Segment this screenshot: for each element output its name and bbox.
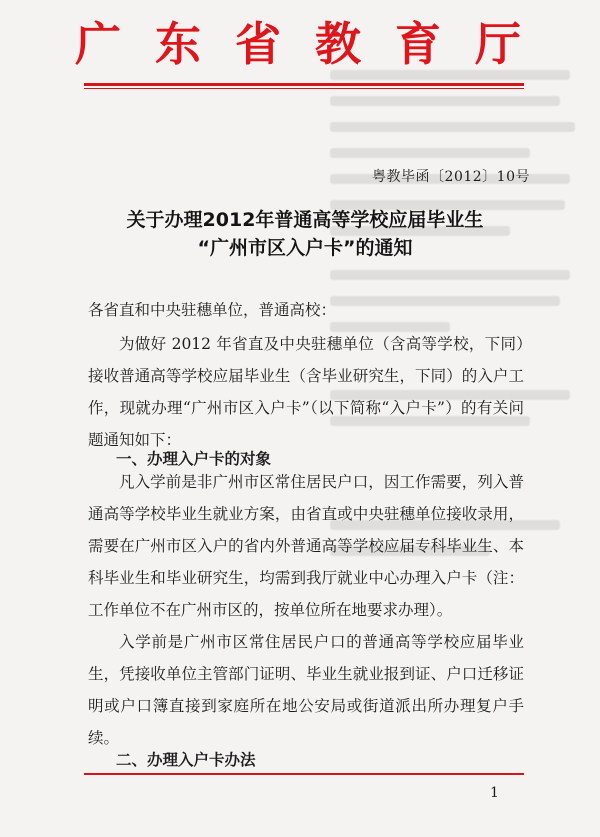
document-title-line-2: “广州市区入户卡”的通知 (197, 237, 413, 259)
letterhead-org-name: 广东省教育厅 (75, 17, 555, 71)
page-number: 1 (490, 785, 499, 801)
section-1-paragraph-2: 入学前是广州市区常住居民户口的普通高等学校应届毕业生，凭接收单位主管部门证明、毕业生就业报到证、户口迁移证明或户口簿直接到家庭所在地公安局或街道派出所办理复户手续。 (88, 633, 524, 747)
document-title-line-1: 关于办理2012年普通高等学校应届毕业生 (126, 209, 484, 231)
section-2-heading: 二、办理入户卡办法 (116, 751, 256, 769)
document-number: 粤教毕函〔2012〕10号 (372, 169, 530, 185)
letterhead-red-rule-thin (84, 88, 524, 89)
footer-red-rule (84, 773, 524, 775)
letterhead-red-rule-top (84, 83, 524, 86)
intro-paragraph: 为做好 2012 年省直及中央驻穗单位（含高等学校，下同）接收普通高等学校应届毕业生（含毕业研究生，下同）的入户工作，现就办理“广州市区入户卡”（以下简称“入户卡”）的有关问题通知如下： (88, 335, 524, 449)
section-1-heading: 一、办理入户卡的对象 (116, 450, 272, 468)
salutation: 各省直和中央驻穗单位，普通高校： (88, 301, 337, 319)
section-1-paragraph-1: 凡入学前是非广州市区常住居民户口，因工作需要，列入普通高等学校毕业生就业方案，由省直或中央驻穗单位接收录用，需要在广州市区入户的省内外普通高等学校应届专科毕业生、本科毕业生和毕业研究生，均需到我厅就业中心办理入户卡（注：工作单位不在广州市区的，按单位所在地要求办理）。 (88, 473, 524, 619)
